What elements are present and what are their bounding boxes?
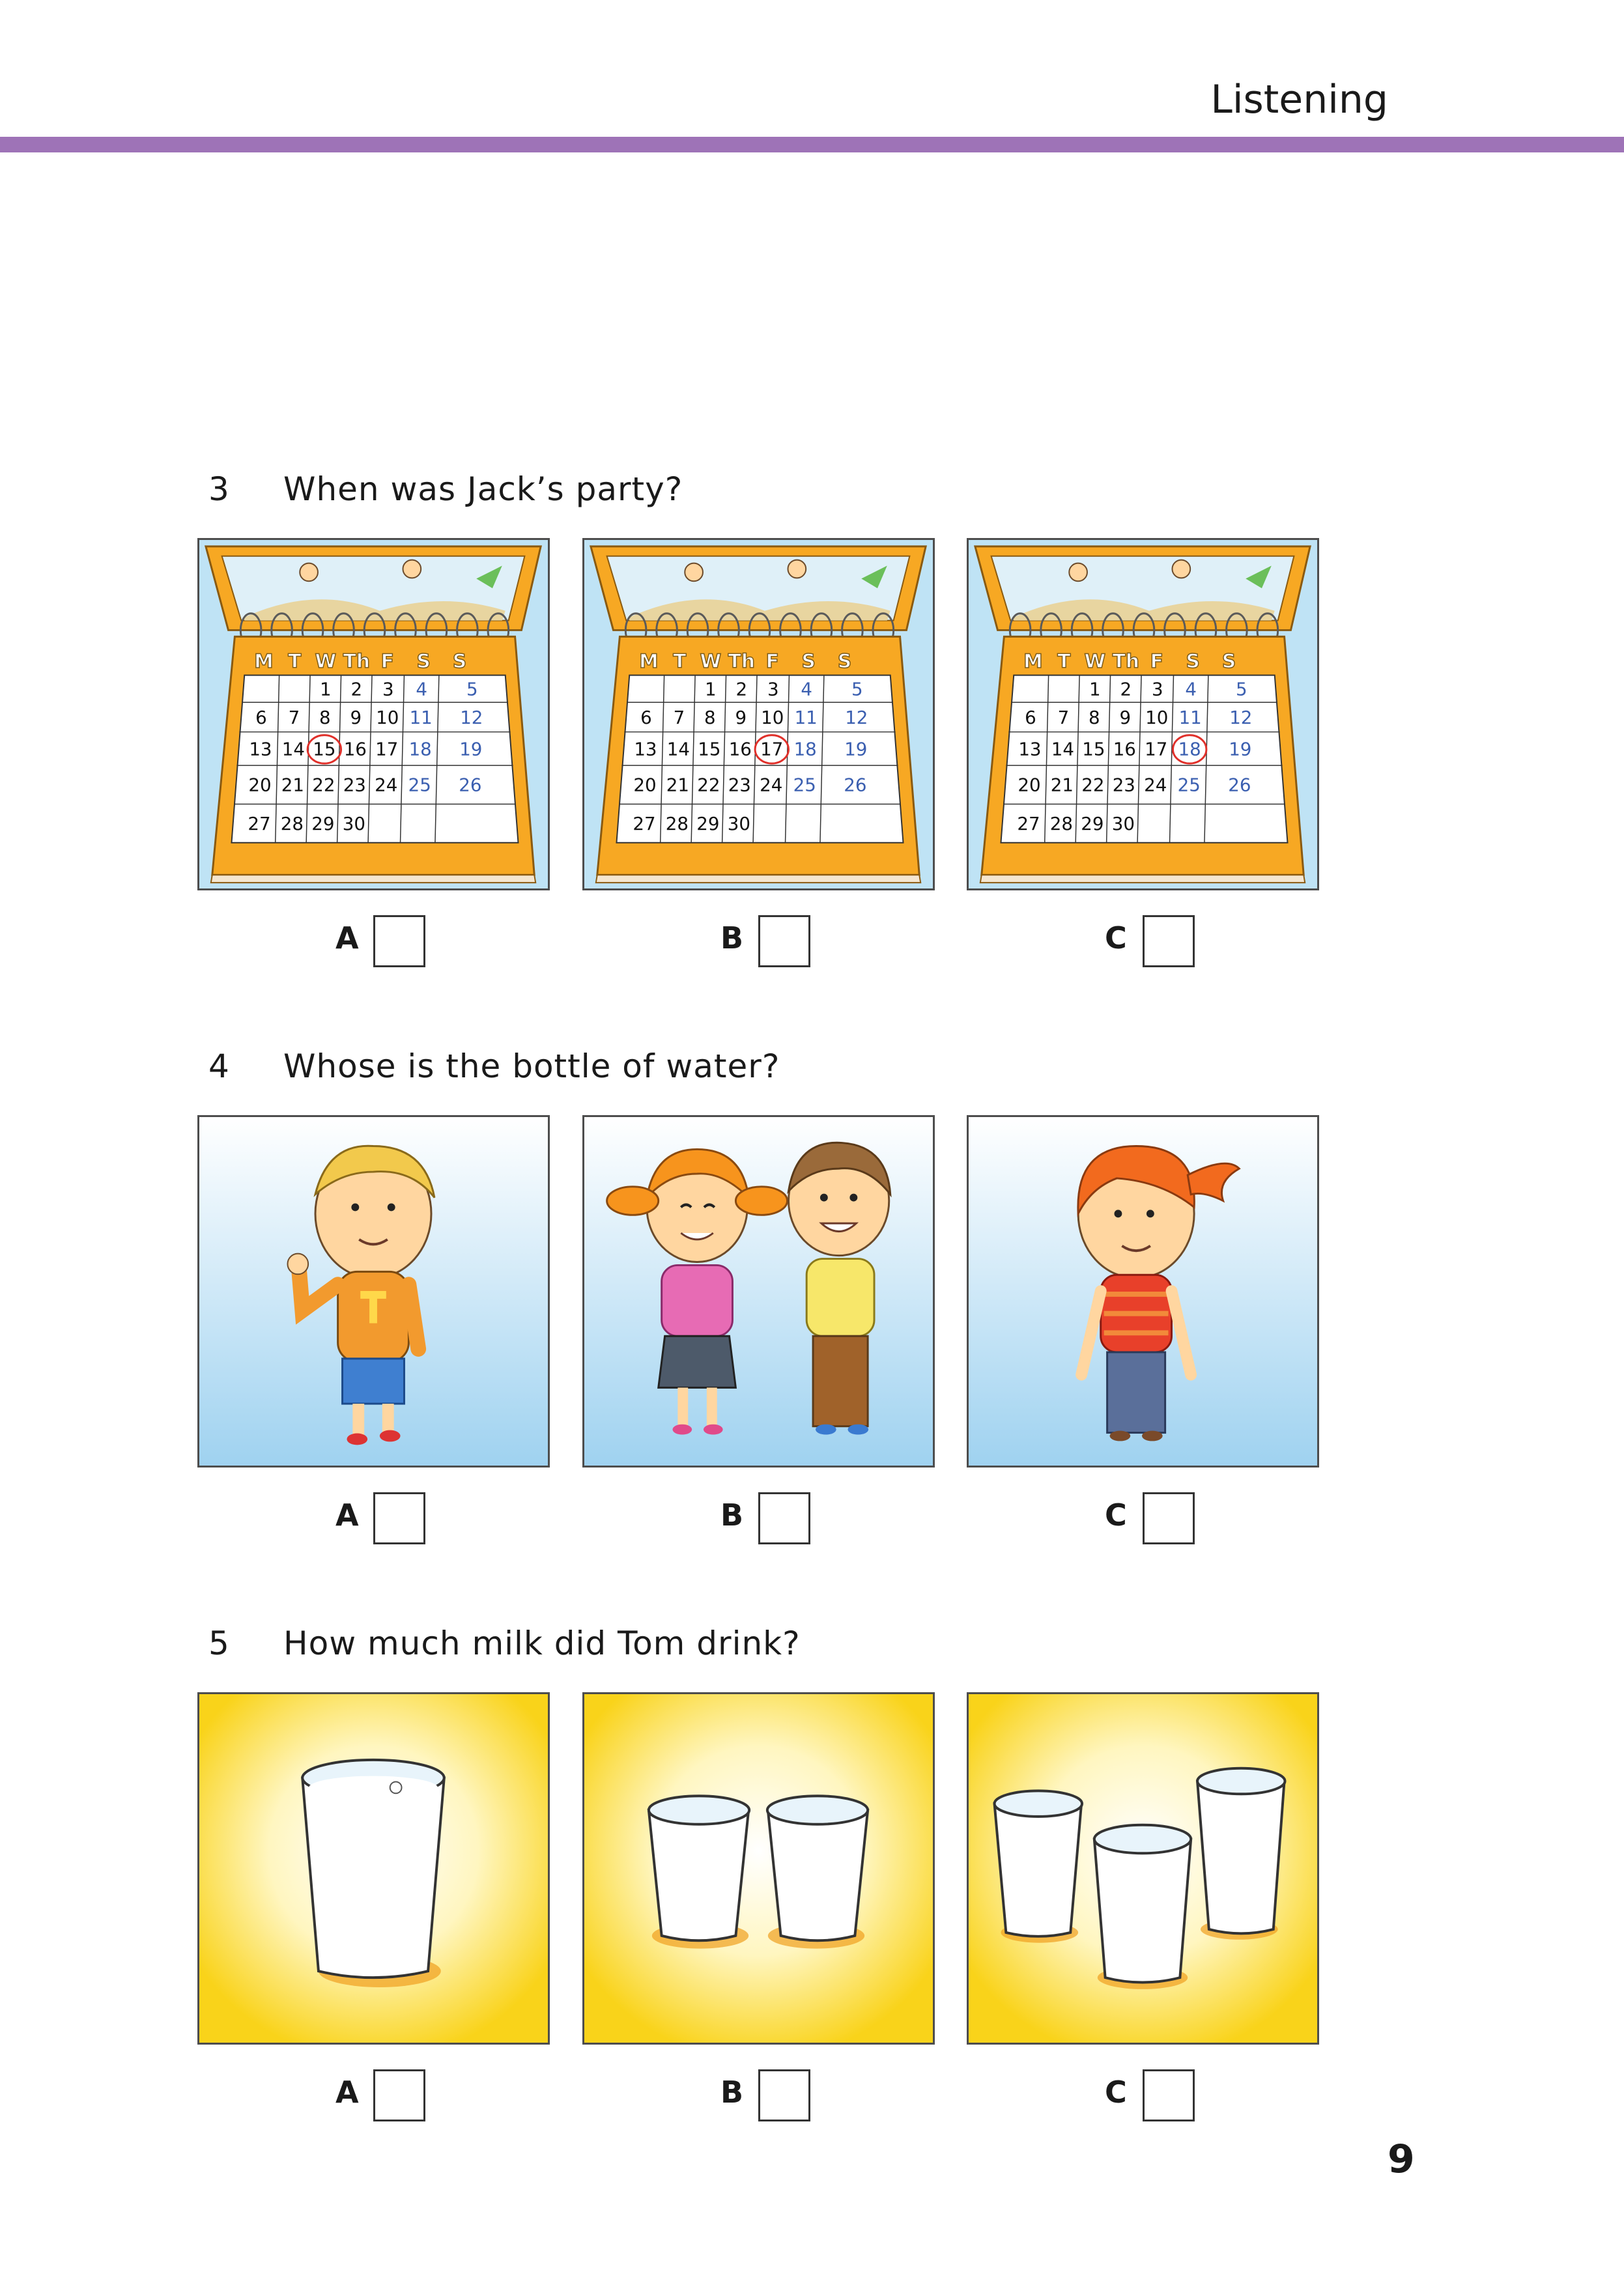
calendar-day-label: F: [380, 649, 394, 672]
calendar-date: 11: [409, 706, 433, 728]
question-4-number: 4: [208, 1047, 229, 1085]
calendar-date: 28: [280, 813, 304, 835]
calendar-day-label: Th: [1112, 649, 1139, 672]
calendar-date: 25: [1177, 774, 1201, 796]
calendar-day-label: S: [1221, 649, 1236, 672]
q5-two-glasses-picture: [582, 1692, 935, 2045]
calendar-date: 12: [1229, 706, 1253, 728]
calendar-date: 7: [288, 706, 300, 728]
question-3-number: 3: [208, 470, 229, 508]
calendar-day-label: W: [315, 649, 337, 672]
calendar-day-label: F: [765, 649, 779, 672]
calendar-day-label: Th: [728, 649, 755, 672]
calendar-day-label: M: [1023, 649, 1043, 672]
calendar-date: 27: [1017, 813, 1040, 835]
question-3-text: When was Jack’s party?: [283, 470, 683, 508]
q3-option-c-checkbox[interactable]: [1143, 915, 1195, 967]
calendar-date: 6: [255, 706, 267, 728]
calendar-date: 3: [382, 678, 394, 700]
calendar-date: 30: [342, 813, 365, 835]
calendar-date: 14: [1051, 738, 1074, 760]
calendar-date: 8: [319, 706, 331, 728]
calendar-date: 3: [1151, 678, 1163, 700]
calendar-day-label: S: [416, 649, 431, 672]
q5-one-glass-picture: [197, 1692, 550, 2045]
calendar-date: 5: [851, 678, 863, 700]
q5-option-b-label: B: [720, 2075, 744, 2110]
q4-option-a-checkbox[interactable]: [373, 1492, 425, 1544]
question-5-number: 5: [208, 1624, 229, 1662]
calendar-date: 20: [1018, 774, 1041, 796]
calendar-date: 1: [705, 678, 717, 700]
header-bar: [0, 137, 1624, 152]
page-number: 9: [1388, 2136, 1415, 2182]
calendar-date: 27: [633, 813, 656, 835]
calendar-date: 11: [1178, 706, 1202, 728]
calendar-date: 1: [320, 678, 332, 700]
calendar-date: 4: [416, 678, 427, 700]
calendar-date: 12: [460, 706, 483, 728]
q3-calendar-c: [967, 538, 1319, 890]
calendar-date: 10: [1145, 706, 1169, 728]
calendar-day-label: S: [452, 649, 467, 672]
calendar-day-label: F: [1150, 649, 1163, 672]
calendar-date: 17: [1145, 738, 1168, 760]
calendar-date: 7: [1057, 706, 1070, 728]
calendar-date: 21: [281, 774, 305, 796]
calendar-date: 2: [735, 678, 748, 700]
calendar-date: 22: [1081, 774, 1105, 796]
calendar-date: 16: [343, 738, 367, 760]
calendar-day-label: M: [639, 649, 659, 672]
q5-option-b-checkbox[interactable]: [758, 2069, 810, 2121]
calendar-day-label: M: [254, 649, 274, 672]
calendar-date: 23: [1112, 774, 1135, 796]
q5-three-glasses-picture: [967, 1692, 1319, 2045]
q5-option-a-checkbox[interactable]: [373, 2069, 425, 2121]
calendar-date: 17: [760, 738, 784, 760]
calendar-date: 23: [343, 774, 366, 796]
calendar-date: 24: [375, 774, 398, 796]
calendar-date: 8: [1089, 706, 1100, 728]
calendar-date: 4: [1185, 678, 1197, 700]
calendar-day-label: S: [837, 649, 852, 672]
q4-option-b-checkbox[interactable]: [758, 1492, 810, 1544]
calendar-date: 27: [248, 813, 271, 835]
calendar-date: 28: [1049, 813, 1074, 835]
q4-girl-and-boy-picture: [582, 1115, 935, 1468]
question-5-text: How much milk did Tom drink?: [283, 1624, 801, 1662]
calendar-date: 28: [665, 813, 689, 835]
calendar-date: 9: [350, 706, 362, 728]
calendar-date: 1: [1089, 678, 1101, 700]
calendar-day-label: T: [673, 649, 687, 672]
calendar-date: 5: [466, 678, 478, 700]
q3-calendar-a: [197, 538, 550, 890]
calendar-date: 6: [1025, 706, 1036, 728]
calendar-date: 26: [1228, 774, 1251, 796]
calendar-date: 30: [1111, 813, 1135, 835]
calendar-date: 16: [1113, 738, 1136, 760]
calendar-date: 13: [634, 738, 657, 760]
calendar-date: 5: [1235, 678, 1247, 700]
q4-option-a-label: A: [335, 1497, 359, 1533]
q3-option-b-label: B: [720, 920, 744, 956]
calendar-date: 22: [697, 774, 720, 796]
q3-option-a-checkbox[interactable]: [373, 915, 425, 967]
calendar-date: 21: [666, 774, 690, 796]
calendar-date: 21: [1050, 774, 1074, 796]
calendar-date: 11: [794, 706, 818, 728]
calendar-date: 26: [844, 774, 867, 796]
calendar-date: 15: [698, 738, 721, 760]
calendar-illustration: [584, 540, 933, 888]
q5-option-c-checkbox[interactable]: [1143, 2069, 1195, 2121]
calendar-date: 8: [704, 706, 716, 728]
calendar-date: 10: [376, 706, 399, 728]
calendar-date: 22: [312, 774, 335, 796]
calendar-date: 18: [793, 738, 817, 760]
calendar-date: 20: [633, 774, 657, 796]
calendar-date: 2: [1120, 678, 1132, 700]
calendar-date: 6: [640, 706, 652, 728]
calendar-date: 30: [727, 813, 750, 835]
q3-option-b-checkbox[interactable]: [758, 915, 810, 967]
calendar-date: 19: [459, 738, 483, 760]
calendar-date: 20: [248, 774, 272, 796]
calendar-date: 18: [408, 738, 432, 760]
calendar-date: 23: [728, 774, 751, 796]
q3-option-c-label: C: [1105, 920, 1127, 956]
calendar-date: 19: [844, 738, 868, 760]
q3-option-a-label: A: [335, 920, 359, 956]
calendar-date: 16: [728, 738, 752, 760]
calendar-day-label: W: [700, 649, 722, 672]
calendar-date: 4: [801, 678, 812, 700]
calendar-date: 24: [1144, 774, 1167, 796]
calendar-date: 17: [375, 738, 399, 760]
calendar-date: 12: [845, 706, 868, 728]
calendar-date: 14: [281, 738, 305, 760]
q5-option-c-label: C: [1105, 2075, 1127, 2110]
q4-option-c-checkbox[interactable]: [1143, 1492, 1195, 1544]
q3-calendar-b: [582, 538, 935, 890]
calendar-day-label: W: [1084, 649, 1106, 672]
calendar-day-label: S: [1186, 649, 1200, 672]
calendar-date: 15: [313, 738, 336, 760]
calendar-date: 29: [696, 813, 720, 835]
calendar-date: 7: [673, 706, 685, 728]
calendar-date: 29: [1081, 813, 1104, 835]
calendar-date: 9: [735, 706, 747, 728]
calendar-day-label: S: [801, 649, 816, 672]
calendar-day-label: T: [1057, 649, 1071, 672]
section-title: Listening: [1210, 77, 1388, 122]
calendar-date: 24: [760, 774, 783, 796]
q5-option-a-label: A: [335, 2075, 359, 2110]
q4-boy-picture: [197, 1115, 550, 1468]
q4-option-c-label: C: [1105, 1497, 1127, 1533]
calendar-date: 10: [761, 706, 784, 728]
calendar-date: 26: [459, 774, 482, 796]
calendar-illustration: [199, 540, 548, 888]
calendar-date: 19: [1229, 738, 1252, 760]
calendar-day-label: Th: [343, 649, 370, 672]
calendar-date: 14: [666, 738, 690, 760]
calendar-date: 2: [350, 678, 363, 700]
calendar-day-label: T: [288, 649, 302, 672]
calendar-date: 15: [1082, 738, 1105, 760]
q4-option-b-label: B: [720, 1497, 744, 1533]
calendar-date: 25: [793, 774, 816, 796]
calendar-date: 18: [1178, 738, 1201, 760]
calendar-illustration: [969, 540, 1317, 888]
calendar-date: 29: [311, 813, 335, 835]
calendar-date: 25: [408, 774, 431, 796]
question-4-text: Whose is the bottle of water?: [283, 1047, 780, 1085]
q4-girl-picture: [967, 1115, 1319, 1468]
calendar-date: 3: [767, 678, 779, 700]
calendar-date: 13: [1018, 738, 1042, 760]
calendar-date: 9: [1119, 706, 1132, 728]
calendar-date: 13: [249, 738, 272, 760]
